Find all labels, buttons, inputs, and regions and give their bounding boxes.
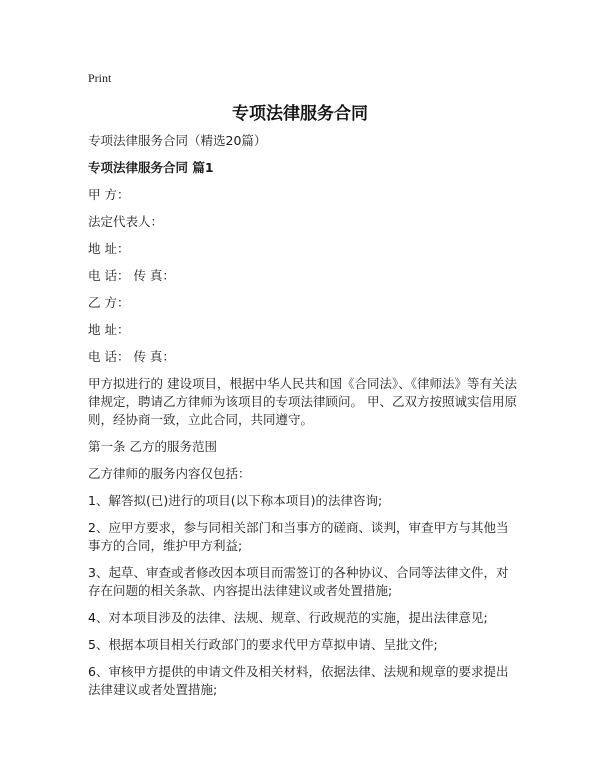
field-party-a: 甲 方： — [88, 187, 130, 202]
list-item: 6、审核甲方提供的申请文件及相关材料，依据法律、法规和规章的要求提出法律建议或者处置措施; — [88, 664, 509, 697]
section-heading: 专项法律服务合同 篇1 — [88, 160, 214, 175]
field-party-b: 乙 方： — [88, 295, 130, 310]
list-item: 5、根据本项目相关行政部门的要求代甲方草拟申请、呈批文件; — [88, 637, 438, 652]
article-1-intro: 乙方律师的服务内容仅包括： — [88, 466, 251, 481]
document-title: 专项法律服务合同 — [232, 104, 368, 124]
document-subtitle: 专项法律服务合同（精选20篇） — [88, 133, 267, 148]
field-phone-fax-a: 电 话： 传 真： — [88, 268, 175, 283]
article-1-title: 第一条 乙方的服务范围 — [88, 439, 217, 454]
list-item: 1、解答拟(已)进行的项目(以下称本项目)的法律咨询; — [88, 493, 383, 508]
list-item: 3、起草、审查或者修改因本项目而需签订的各种协议、合同等法律文件，对存在问题的相关条款、内容提出法律建议或者处置措施; — [88, 565, 509, 598]
print-label: Print — [88, 71, 112, 85]
field-phone-fax-b: 电 话： 传 真： — [88, 349, 175, 364]
intro-paragraph: 甲方拟进行的 建设项目，根据中华人民共和国《合同法》、《律师法》等有关法律规定，聘请乙方律师为该项目的专项法律顾问。 甲、乙双方按照诚实信用原则，经协商一致，立此合同，共同遵守。 — [88, 376, 517, 427]
field-legal-representative: 法定代表人： — [88, 214, 164, 229]
field-address-b: 地 址： — [88, 322, 130, 337]
list-item: 4、对本项目涉及的法律、法规、规章、行政规范的实施，提出法律意见; — [88, 610, 488, 625]
list-item: 2、应甲方要求，参与同相关部门和当事方的磋商、谈判，审查甲方与其他当事方的合同，维护甲方利益; — [88, 520, 509, 553]
field-address-a: 地 址： — [88, 241, 130, 256]
document-body — [88, 132, 518, 708]
